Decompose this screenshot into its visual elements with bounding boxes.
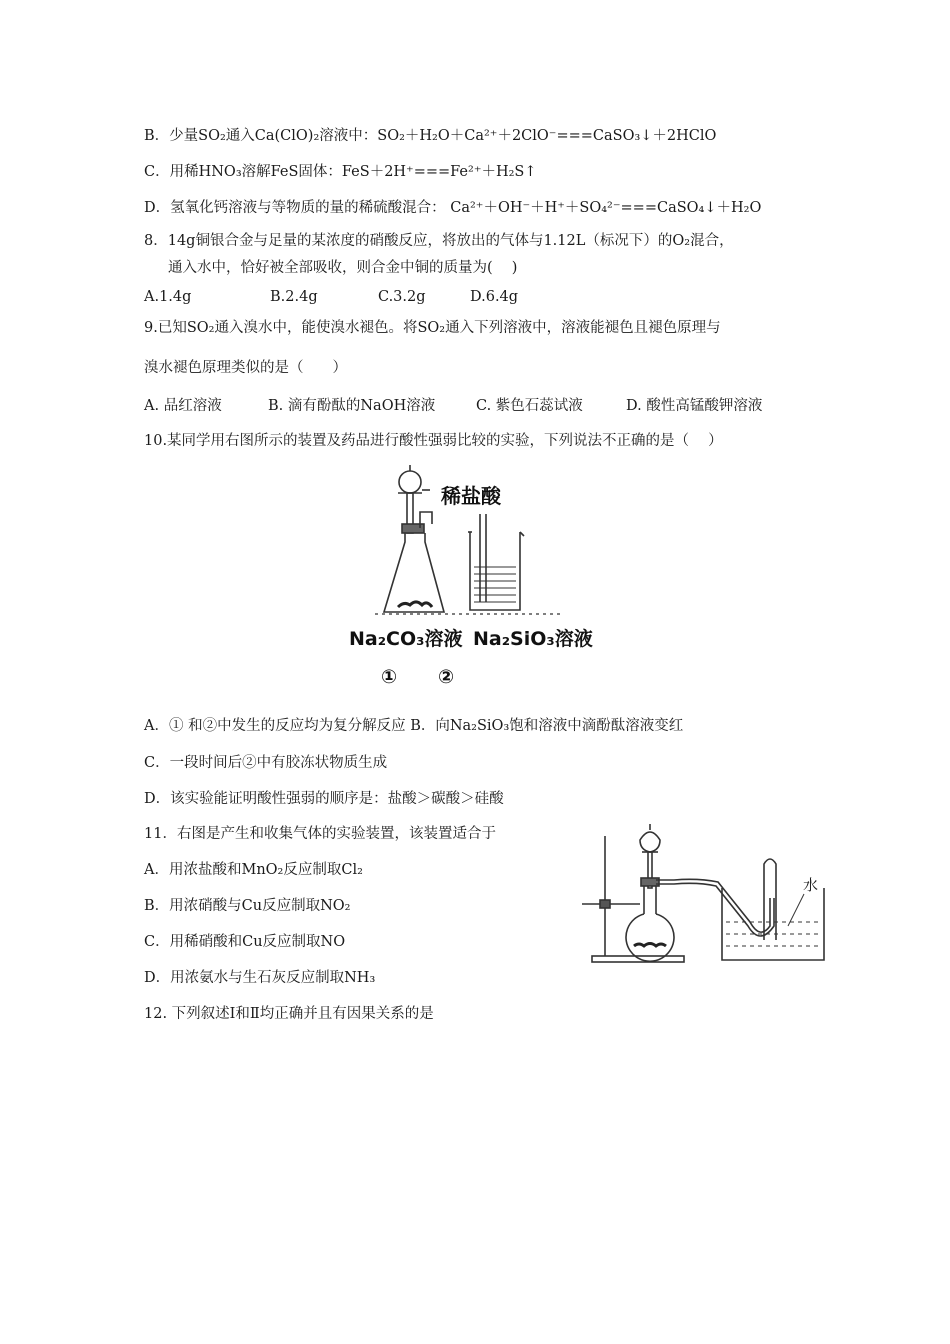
funnel-bulb bbox=[399, 471, 421, 493]
conical-flask bbox=[384, 533, 444, 612]
q8-stem-line1: 8．14g铜银合金与足量的某浓度的硝酸反应，将放出的气体与1.12L（标况下）的O₂混合， bbox=[144, 233, 734, 249]
q9-option-a: A. 品红溶液 bbox=[144, 398, 222, 414]
beaker-number-2: ② bbox=[438, 666, 455, 688]
q7-option-b: B．少量SO₂通入Ca(ClO)₂溶液中：SO₂＋H₂O＋Ca²⁺＋2ClO⁻===CaSO₃↓＋2HClO bbox=[144, 128, 717, 144]
q11-option-a: A．用浓盐酸和MnO₂反应制取Cl₂ bbox=[144, 862, 363, 878]
q8-option-b: B.2.4g bbox=[270, 289, 318, 305]
q9-option-d: D. 酸性高锰酸钾溶液 bbox=[626, 398, 763, 414]
q9-stem-line1: 9.已知SO₂通入溴水中，能使溴水褪色。将SO₂通入下列溶液中，溶液能褪色且褪色原理与 bbox=[144, 320, 721, 336]
flask-solution-label: Na₂CO₃溶液 bbox=[349, 628, 463, 650]
q8-option-d: D.6.4g bbox=[470, 289, 519, 305]
round-flask bbox=[626, 914, 674, 961]
q9-option-c: C. 紫色石蕊试液 bbox=[476, 398, 583, 414]
q11-option-d: D．用浓氨水与生石灰反应制取NH₃ bbox=[144, 970, 376, 986]
q10-option-d: D．该实验能证明酸性强弱的顺序是：盐酸＞碳酸＞硅酸 bbox=[144, 791, 504, 807]
q11-stem: 11．右图是产生和收集气体的实验装置，该装置适合于 bbox=[144, 826, 496, 842]
q9-stem-line2: 溴水褪色原理类似的是（ ） bbox=[144, 360, 347, 376]
q8-options bbox=[144, 287, 518, 307]
q11-option-b: B．用浓硝酸与Cu反应制取NO₂ bbox=[144, 898, 351, 914]
q7-option-c: C．用稀HNO₃溶解FeS固体：FeS＋2H⁺===Fe²⁺＋H₂S↑ bbox=[144, 164, 537, 180]
beaker bbox=[470, 532, 520, 610]
q8-option-a: A.1.4g bbox=[144, 289, 192, 305]
sep-funnel bbox=[640, 832, 660, 852]
water-label: 水 bbox=[803, 876, 819, 894]
flask-number-1: ① bbox=[381, 666, 398, 688]
q10-options-ab: A．① 和②中发生的反应均为复分解反应 B．向Na₂SiO₃饱和溶液中滴酚酞溶液变红 bbox=[144, 718, 684, 734]
acid-label: 稀盐酸 bbox=[441, 484, 501, 508]
q11-apparatus-figure bbox=[578, 822, 838, 967]
beaker-solution-label: Na₂SiO₃溶液 bbox=[473, 628, 593, 650]
water-trough bbox=[722, 888, 824, 960]
q9-option-b: B. 滴有酚酞的NaOH溶液 bbox=[268, 398, 436, 414]
q8-stem-line2: 通入水中，恰好被全部吸收，则合金中铜的质量为( ) bbox=[168, 260, 518, 276]
q9-options bbox=[144, 396, 762, 416]
q10-stem: 10.某同学用右图所示的装置及药品进行酸性强弱比较的实验，下列说法不正确的是（ ） bbox=[144, 433, 723, 449]
q10-option-c: C．一段时间后②中有胶冻状物质生成 bbox=[144, 755, 388, 771]
q7-option-d: D．氢氧化钙溶液与等物质的量的稀硫酸混合： Ca²⁺＋OH⁻＋H⁺＋SO₄²⁻===CaSO₄↓＋H₂O bbox=[144, 200, 762, 216]
q8-option-c: C.3.2g bbox=[378, 289, 426, 305]
q11-option-c: C．用稀硝酸和Cu反应制取NO bbox=[144, 934, 346, 950]
q12-stem: 12. 下列叙述Ⅰ和Ⅱ均正确并且有因果关系的是 bbox=[144, 1006, 434, 1022]
